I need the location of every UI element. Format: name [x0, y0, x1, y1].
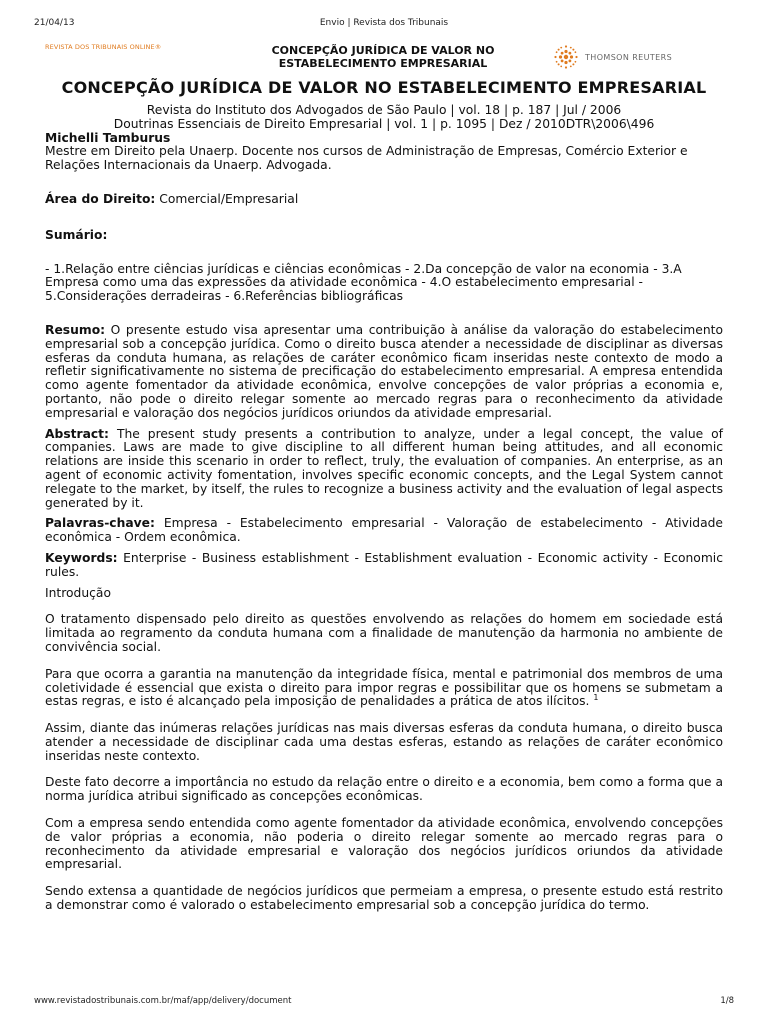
thomson-reuters-icon	[553, 44, 579, 70]
header-title: CONCEPÇÃO JURÍDICA DE VALOR NO ESTABELECIMENTO EMPRESARIAL	[271, 44, 495, 70]
body-paragraph-2: Para que ocorra a garantia na manutenção da integridade física, mental e patrimonial dos membros de uma coletividade é essencial que exista o direito para impor regras e possibilitar que os homens se submetam a estas regras, e isto é alcançado pela imposição de penalidades a prática de atos ilícitos. $^1$	[45, 666, 723, 709]
summary-heading: Sumário:	[45, 227, 108, 242]
article-title: CONCEPÇÃO JURÍDICA DE VALOR NO ESTABELECIMENTO EMPRESARIAL	[61, 78, 707, 97]
thomson-reuters-logo	[553, 44, 672, 70]
body-paragraph-1: O tratamento dispensado pelo direito as questões envolvendo as relações do homem em sociedade está limitada ao regramento da conduta humana com a finalidade de manutenção da harmonia no ambiente de convivência social.	[45, 612, 723, 654]
author-name: Michelli Tamburus	[45, 130, 171, 145]
citation-line-1: Revista do Instituto dos Advogados de São Paulo | vol. 18 | p. 187 | Jul / 2006	[146, 103, 622, 117]
area-line	[45, 193, 723, 207]
body-paragraph-6: Sendo extensa a quantidade de negócios jurídicos que permeiam a empresa, o presente estudo está restrito a demonstrar como é valorado o estabelecimento empresarial sob a concepção jurídica do termo.	[45, 884, 723, 913]
footnote-reference[interactable]: 1	[593, 693, 599, 703]
citation-line-2: Doutrinas Essenciais de Direito Empresarial | vol. 1 | p. 1095 | Dez / 2010DTR\2006\496	[113, 116, 655, 131]
resumo-label: Resumo:	[45, 322, 106, 337]
thomson-reuters-label: THOMSON REUTERS	[585, 52, 673, 62]
print-page-title: Envio | Revista dos Tribunais	[319, 18, 449, 28]
palavras-chave-paragraph: Palavras-chave: Empresa - Estabelecimento empresarial - Valoração de estabelecimento - Atividade econômica - Ordem econômica.	[45, 516, 723, 545]
body-paragraph-5: Com a empresa sendo entendida como agente fomentador da atividade econômica, envolvendo concepções de valor próprias a economia, não poderia o direito relegar somente ao mercado regras para o reconhecimento da atividade empresarial e valoração dos negócios jurídicos oriundos da atividade empresarial.	[45, 816, 723, 872]
body-paragraph-3: Assim, diante das inúmeras relações jurídicas nas mais diversas esferas da conduta humana, o direito busca atender a necessidade de disciplinar cada uma destas esferas, estando as relações de caráter econômico inseridas neste contexto.	[45, 721, 723, 763]
author-bio: Mestre em Direito pela Unaerp. Docente nos cursos de Administração de Empresas, Comércio Exterior e Relações Internacionais da Unaerp. Advogada.	[45, 144, 688, 173]
keywords-paragraph: Keywords: Enterprise - Business establishment - Establishment evaluation - Economic activity - Economic rules.	[45, 550, 723, 579]
abstract-paragraph: Abstract: The present study presents a contribution to analyze, under a legal concept, the value of companies. Laws are made to give discipline to all different human being attitudes, and all economic relations are inside this scenario in order to reflect, truly, the evaluation of companies. An enterprise, as an agent of economic activity fomentation, involves specific economic concepts, and the Legal System cannot relegate to the market, by itself, the rules to recognize a business activity and the evaluation of legal aspects generated by it.	[45, 426, 723, 510]
page-number: 1/8	[720, 996, 734, 1006]
palavras-chave-label: Palavras-chave:	[45, 516, 155, 531]
body-paragraph-4: Deste fato decorre a importância no estudo da relação entre o direito e a economia, bem como a forma que a norma jurídica atribui significado as concepções econômicas.	[45, 775, 724, 804]
print-url: www.revistadostribunais.com.br/maf/app/delivery/document	[34, 996, 292, 1006]
area-value: Comercial/Empresarial	[159, 191, 299, 206]
intro-heading: Introdução	[45, 585, 111, 600]
summary-text: - 1.Relação entre ciências jurídicas e ciências econômicas - 2.Da concepção de valor na economia - 3.A Empresa como uma das expressões da atividade econômica - 4.O estabelecimento empresarial - 5.Considerações derradeiras - 6.Referências bibliográficas	[45, 261, 682, 304]
resumo-paragraph: Resumo: O presente estudo visa apresentar uma contribuição à análise da valoração do estabelecimento empresarial sob a concepção jurídica. Como o direito busca atender a necessidade de disciplinar as diversas esferas da conduta humana, as relações de caráter econômico ficam inseridas neste contexto de modo a refletir significativamente no sistema de precificação do estabelecimento empresarial. A empresa entendida como agente fomentador da atividade econômica, envolve concepções de valor próprias a economia e, portanto, não pode o direito relegar somente ao mercado regras para o reconhecimento da atividade empresarial e valoração dos negócios jurídicos oriundos da atividade empresarial.	[45, 322, 723, 420]
article-body	[45, 104, 723, 913]
abstract-label: Abstract:	[45, 426, 109, 441]
rt-online-logo: REVISTA DOS TRIBUNAIS ONLINE®	[45, 43, 162, 51]
keywords-label: Keywords:	[45, 550, 118, 565]
print-date: 21/04/13	[34, 18, 75, 28]
area-label: Área do Direito:	[45, 191, 156, 206]
